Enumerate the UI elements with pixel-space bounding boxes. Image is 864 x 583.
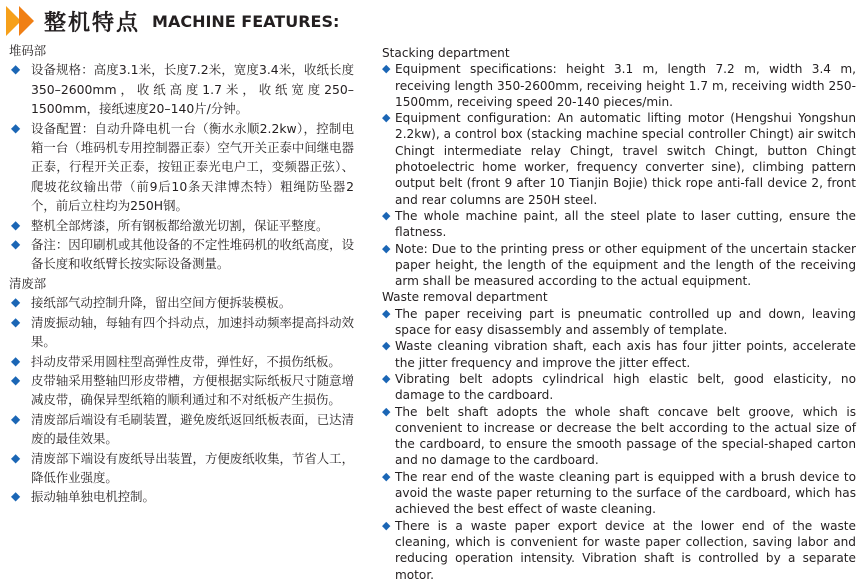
list-item: ◆ 整机全部烤漆，所有钢板都给激光切割，保证平整度。 — [9, 216, 354, 235]
diamond-bullet-icon: ◆ — [11, 295, 21, 310]
list-item: ◆ 设备规格：高度3.1米，长度7.2米，宽度3.4米，收纸长度350–2600mm，收纸高度1.7米，收纸宽度250–1500mm，接纸速度20–140片/分钟。 — [11, 62, 354, 117]
stacking-list-en — [382, 61, 856, 289]
diamond-bullet-icon: ◆ — [11, 372, 21, 387]
list-item: ◆ 备注：因印刷机或其他设备的不定性堆码机的收纸高度，设备长度和收纸臂长按实际设备测量。 — [11, 237, 354, 272]
diamond-bullet-icon: ◆ — [11, 62, 21, 77]
list-item: ◆ Waste cleaning vibration shaft, each axis has four jitter points, accelerate the jitter frequency and improve the jitter effect. — [382, 339, 856, 370]
section-title-stacking-en: Stacking department — [382, 46, 510, 60]
diamond-bullet-icon: ◆ — [11, 217, 21, 232]
list-item: ◆ There is a waste paper export device at the lower end of the waste cleaning, which is convenient for waste paper collection, saving labor and reducing operation intensity. Vibration shaft is controlled by a separate motor. — [382, 518, 856, 582]
list-item: ◆ 清废部下端设有废纸导出装置，方便废纸收集，节省人工，降低作业强度。 — [11, 450, 354, 485]
list-item: ◆ The belt shaft adopts the whole shaft concave belt groove, which is convenient to increase or decrease the belt according to the actual size of the cardboard, to ensure the smooth passage of the special-shaped carton and no damage to the cardboard. — [382, 404, 856, 468]
diamond-bullet-icon: ◆ — [382, 208, 391, 222]
diamond-bullet-icon: ◆ — [382, 469, 391, 483]
list-item: ◆ 振动轴单独电机控制。 — [9, 487, 354, 506]
diamond-bullet-icon: ◆ — [11, 237, 21, 252]
list-item: ◆ 抖动皮带采用圆柱型高弹性皮带，弹性好，不损伤纸板。 — [9, 352, 354, 371]
diamond-bullet-icon: ◆ — [11, 120, 21, 135]
title-english: MACHINE FEATURES: — [152, 11, 340, 31]
diamond-bullet-icon: ◆ — [382, 62, 391, 76]
list-item: ◆ 清废振动轴，每轴有四个抖动点，加速抖动频率提高抖动效果。 — [11, 314, 354, 350]
diamond-bullet-icon: ◆ — [382, 339, 391, 353]
list-item: ◆ 设备配置：自动升降电机一台（衡水永顺2.2kw），控制电箱一台（堆码机专用控制器正泰）空气开关正泰中间继电器正泰，行程开关正泰，按钮正泰光电户工，变频器正弦）、爬坡花纹输出带（前9后10条天津博杰特）粗绳防坠器2个，前后立柱均为250H钢。 — [11, 120, 354, 214]
waste-list-en — [382, 306, 856, 583]
diamond-bullet-icon: ◆ — [11, 411, 21, 426]
list-item: ◆ Vibrating belt adopts cylindrical high elastic belt, good elasticity, no damage to the cardboard. — [382, 371, 856, 403]
diamond-bullet-icon: ◆ — [11, 314, 21, 329]
double-chevron-icon — [6, 6, 34, 36]
list-item: ◆ The paper receiving part is pneumatic controlled up and down, leaving space for easy disassembly and assembly of template. — [382, 306, 856, 338]
section-title-stacking-cn: 堆码部 — [9, 43, 47, 58]
diamond-bullet-icon: ◆ — [11, 353, 21, 368]
diamond-bullet-icon: ◆ — [382, 111, 391, 125]
list-item: ◆ Equipment specifications: height 3.1 m, length 7.2 m, width 3.4 m, receiving length 350-2600mm, receiving height 1.7 m, receiving width 250-1500mm, receiving speed 20-140 pieces/min. — [382, 62, 856, 109]
title-chinese: 整机特点 — [44, 10, 141, 36]
list-item: ◆ 清废部后端设有毛刷装置，避免废纸返回纸板表面，已达清废的最佳效果。 — [11, 411, 354, 447]
section-title-waste-cn: 清废部 — [9, 275, 47, 291]
stacking-list-cn — [9, 60, 354, 273]
list-item: ◆ 皮带轴采用整轴凹形皮带槽，方便根据实际纸板尺寸随意增减皮带，确保异型纸箱的顺利通过和不对纸板产生损伤。 — [11, 372, 354, 408]
section-title-waste-en: Waste removal department — [382, 290, 548, 305]
chinese-column — [9, 41, 354, 507]
list-item: ◆ Equipment configuration: An automatic lifting motor (Hengshui Yongshun 2.2kw), a control box (stacking machine special controller Chingt) air switch Chingt intermediate relay Chingt, travel switch Chingt, button Chingt photoelectric home worker, frequency converter sine), climbing pattern output belt (front 9 after 10 Tianjin Bojie) thick rope anti-fall device 2, front and rear columns are 250H steel. — [382, 111, 856, 207]
english-column — [382, 45, 856, 583]
list-item: ◆ 接纸部气动控制升降，留出空间方便拆装模板。 — [9, 293, 354, 312]
list-item: ◆ The rear end of the waste cleaning part is equipped with a brush device to avoid the waste paper returning to the surface of the cardboard, which has achieved the best effect of waste cleaning. — [382, 469, 856, 517]
waste-list-cn — [9, 293, 354, 506]
features-header — [6, 4, 339, 38]
diamond-bullet-icon: ◆ — [11, 450, 21, 465]
chevron-right-icon — [19, 6, 34, 36]
list-item: ◆ The whole machine paint, all the steel plate to laser cutting, ensure the flatness. — [382, 208, 856, 240]
diamond-bullet-icon: ◆ — [382, 404, 391, 418]
diamond-bullet-icon: ◆ — [382, 518, 391, 532]
diamond-bullet-icon: ◆ — [11, 489, 21, 504]
diamond-bullet-icon: ◆ — [382, 371, 391, 385]
diamond-bullet-icon: ◆ — [382, 241, 391, 255]
diamond-bullet-icon: ◆ — [382, 306, 391, 320]
list-item: ◆ Note: Due to the printing press or other equipment of the uncertain stacker paper height, the length of the equipment and the length of the receiving arm shall be measured according to the actual equipment. — [382, 241, 856, 289]
